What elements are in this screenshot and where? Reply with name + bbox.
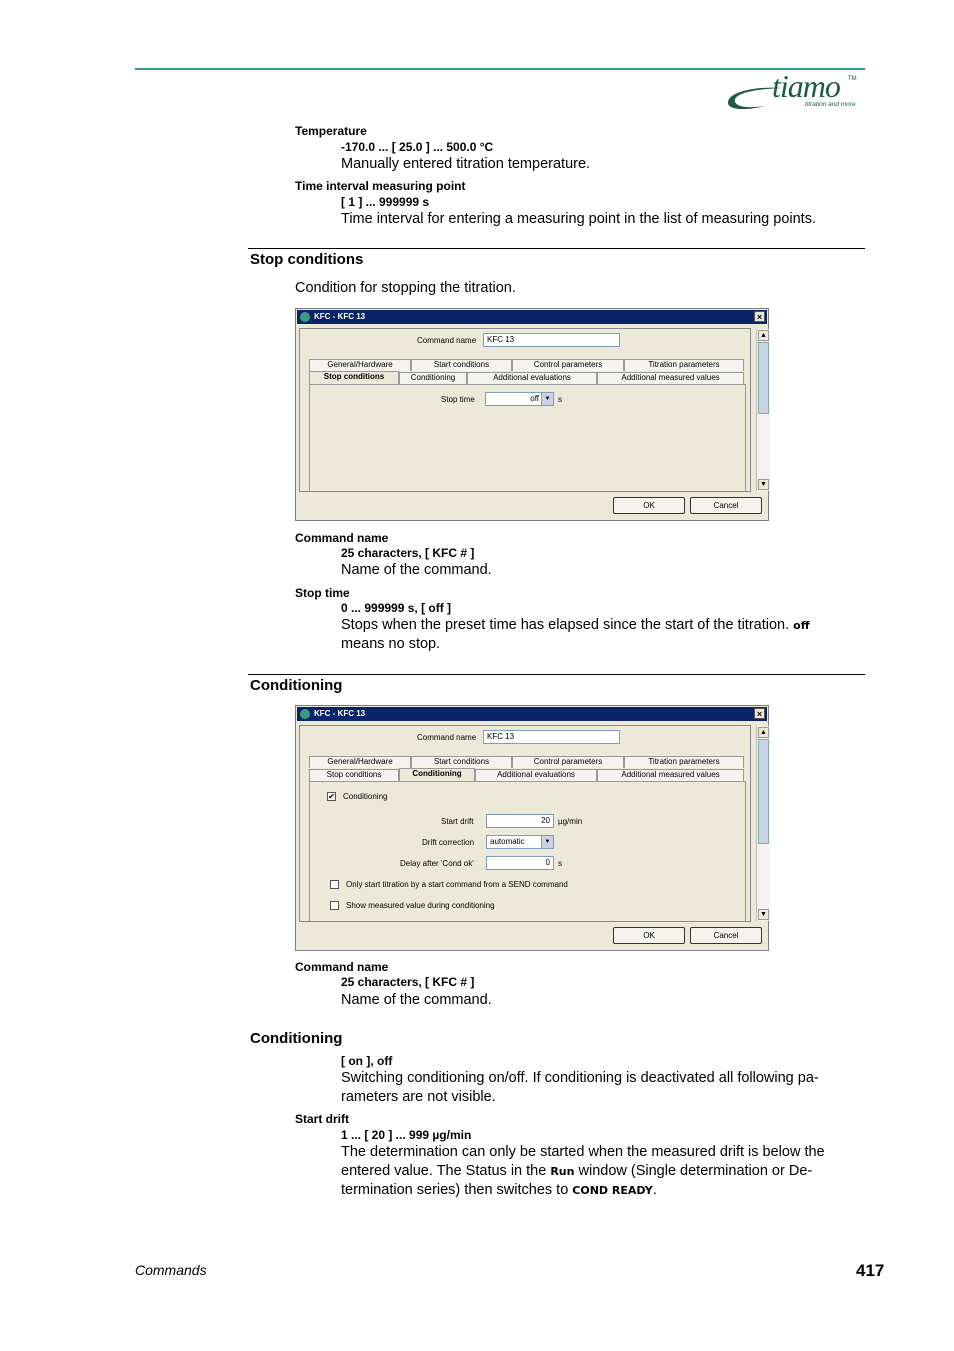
param-name: Command name [295,531,389,545]
param-range: [ 1 ] ... 999999 s [341,195,430,209]
conditioning-checkbox-label: Conditioning [343,792,388,801]
conditioning-checkbox[interactable]: ✔ [328,792,335,801]
start-drift-unit: µg/min [558,817,583,826]
command-name-label: Command name [417,336,477,345]
header-rule [135,68,865,70]
tab-start-conditions[interactable]: Start conditions [411,756,512,768]
param-desc-text: Stops when the preset time has elapsed since the start of the titration. [341,617,790,633]
command-name-label: Command name [417,733,477,742]
tab-additional-measured-values[interactable]: Additional measured values [597,769,744,781]
scroll-up-icon[interactable]: ▲ [758,330,769,341]
logo-trademark: TM [848,76,857,82]
tab-panel [309,384,746,491]
param-desc-text: rameters are not visible. [341,1089,496,1105]
param-range: -170.0 ... [ 25.0 ] ... 500.0 °C [341,140,494,154]
param-desc [341,616,861,654]
param-range: 25 characters, [ KFC # ] [341,546,475,560]
dialog-content [299,328,767,492]
delay-input[interactable]: 0 [486,856,554,870]
tab-titration-parameters[interactable]: Titration parameters [624,756,744,768]
drift-correction-label: Drift correction [422,838,475,847]
chevron-down-icon[interactable]: ▼ [541,836,553,848]
param-desc-text: The determination can only be started when the measured drift is below the [341,1144,825,1160]
dialog-title: KFC - KFC 13 [314,709,366,718]
app-icon [300,709,310,719]
section-rule [248,248,865,249]
stop-time-unit: s [558,395,562,404]
param-desc: Time interval for entering a measuring point in the list of measuring points. [341,211,816,227]
close-icon[interactable]: × [754,708,765,719]
param-range: [ on ], off [341,1054,393,1068]
logo-tagline: titration and more [805,101,856,108]
cancel-button[interactable]: Cancel [690,927,762,944]
tab-additional-measured-values[interactable]: Additional measured values [597,372,744,384]
scroll-thumb[interactable] [758,342,769,414]
param-name: Stop time [295,586,350,600]
param-desc-text: termination series) then switches to [341,1182,569,1198]
param-desc-text: entered value. The Status in the [341,1163,547,1179]
param-desc-text: window (Single determination or De- [578,1163,813,1179]
param-range: 25 characters, [ KFC # ] [341,975,475,989]
param-name: Temperature [295,124,367,138]
tab-panel [309,781,746,921]
delay-label: Delay after 'Cond ok' [400,859,474,868]
stop-time-combo[interactable] [485,392,554,406]
tab-control-parameters[interactable]: Control parameters [512,756,624,768]
tab-control-parameters[interactable]: Control parameters [512,359,624,371]
section-title: Stop conditions [250,251,364,268]
show-measured-label: Show measured value during conditioning [346,901,495,910]
stop-time-value: off [530,394,539,403]
kfc-dialog-conditioning [295,705,769,951]
chevron-down-icon[interactable]: ▼ [541,393,553,405]
section-rule [248,674,865,675]
param-desc-code: Run [550,1165,575,1178]
param-desc: Manually entered titration temperature. [341,156,591,172]
tab-titration-parameters[interactable]: Titration parameters [624,359,744,371]
start-drift-input[interactable]: 20 [486,814,554,828]
command-name-input[interactable]: KFC 13 [483,730,620,744]
footer-chapter: Commands [135,1262,207,1278]
param-desc [341,1143,871,1200]
tab-stop-conditions[interactable]: Stop conditions [309,371,399,385]
tab-stop-conditions[interactable]: Stop conditions [309,769,399,781]
tab-additional-evaluations[interactable]: Additional evaluations [475,769,597,781]
param-name: Command name [295,960,389,974]
param-name: Time interval measuring point [295,179,466,193]
vertical-scrollbar[interactable] [756,329,770,491]
app-icon [300,312,310,322]
dialog-titlebar [297,707,767,721]
param-desc-text: means no stop. [341,636,441,652]
param-desc-code: COND READY [572,1184,653,1197]
scroll-down-icon[interactable]: ▼ [758,909,769,920]
tab-start-conditions[interactable]: Start conditions [411,359,512,371]
command-name-input[interactable]: KFC 13 [483,333,620,347]
param-desc: Name of the command. [341,562,492,578]
param-range: 1 ... [ 20 ] ... 999 µg/min [341,1128,472,1142]
dialog-titlebar [297,310,767,324]
cancel-button[interactable]: Cancel [690,497,762,514]
delay-unit: s [558,859,562,868]
dialog-title: KFC - KFC 13 [314,312,366,321]
section-title: Conditioning [250,1030,343,1047]
ok-button[interactable]: OK [613,927,685,944]
drift-correction-value: automatic [490,837,525,846]
tab-additional-evaluations[interactable]: Additional evaluations [467,372,597,384]
tab-conditioning[interactable]: Conditioning [399,768,475,782]
only-start-checkbox[interactable] [330,880,339,889]
start-drift-label: Start drift [441,817,474,826]
page-number: 417 [856,1261,885,1280]
section-title: Conditioning [250,677,343,694]
only-start-label: Only start titration by a start command from a SEND command [346,880,568,889]
show-measured-checkbox[interactable] [330,901,339,910]
param-desc: Name of the command. [341,992,492,1008]
scroll-thumb[interactable] [758,739,769,844]
param-desc-code: off [793,619,810,632]
drift-correction-combo[interactable] [486,835,554,849]
section-intro: Condition for stopping the titration. [295,280,516,296]
tab-general-hardware[interactable]: General/Hardware [309,756,411,768]
close-icon[interactable]: × [754,311,765,322]
vertical-scrollbar[interactable] [756,726,770,921]
param-desc [341,1069,819,1107]
param-name: Start drift [295,1112,349,1126]
tiamo-logo [725,68,870,114]
logo-word: tiamo [772,68,840,104]
scroll-up-icon[interactable]: ▲ [758,727,769,738]
dialog-content [299,725,767,922]
stop-time-label: Stop time [441,395,475,404]
param-range: 0 ... 999999 s, [ off ] [341,601,452,615]
tab-conditioning[interactable]: Conditioning [399,372,467,384]
tab-general-hardware[interactable]: General/Hardware [309,359,411,371]
ok-button[interactable]: OK [613,497,685,514]
param-desc-text: . [652,1182,657,1198]
param-desc-text: Switching conditioning on/off. If conditioning is deactivated all following pa- [341,1070,819,1086]
kfc-dialog-stop [295,308,769,521]
scroll-down-icon[interactable]: ▼ [758,479,769,490]
